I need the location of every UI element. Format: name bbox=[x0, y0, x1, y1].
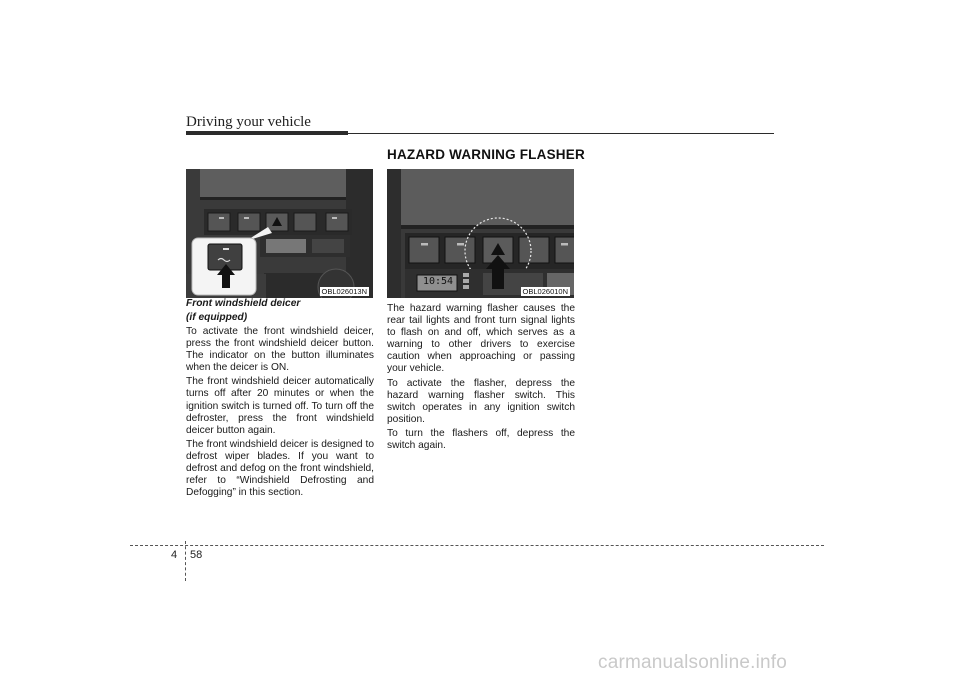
section-header: Driving your vehicle bbox=[186, 114, 311, 130]
watermark: carmanualsonline.info bbox=[598, 652, 788, 673]
hazard-illustration bbox=[387, 169, 574, 298]
footer-rule bbox=[130, 545, 824, 546]
paragraph: The front windshield deicer is designed to defrost wiper blades. If you want to defrost and defog on the front windshield, refer to “Windshield Defrosting and Defogging” in this section. bbox=[186, 438, 374, 499]
header-rule bbox=[186, 131, 774, 135]
paragraph: The hazard warning flasher causes the rear tail lights and front turn signal lights to flash on and off, which serves as a warning to other drivers to exercise caution when approaching or passing your vehicle. bbox=[387, 303, 575, 375]
hazard-switch-figure bbox=[387, 169, 574, 298]
chapter-number: 4 bbox=[171, 549, 178, 561]
paragraph: The front windshield deicer automatically turns off after 20 minutes or when the ignition switch is turned off. To turn off the defroster, press the front windshield deicer button again. bbox=[186, 376, 374, 436]
clock-display: 10:54 bbox=[422, 276, 454, 287]
deicer-illustration bbox=[186, 169, 373, 298]
right-column bbox=[387, 303, 575, 454]
page-number: 58 bbox=[190, 549, 203, 561]
left-column bbox=[186, 298, 374, 501]
header-rule-thin bbox=[348, 133, 774, 134]
figure-code: OBL026010N bbox=[522, 287, 568, 296]
header-rule-thick bbox=[186, 131, 348, 135]
paragraph: To activate the flasher, depress the hazard warning flasher switch. This switch operates in any ignition switch position. bbox=[387, 377, 575, 425]
hazard-section-title: HAZARD WARNING FLASHER bbox=[387, 147, 585, 162]
figure-code: OBL026013N bbox=[321, 287, 367, 296]
subhead-if-equipped: (if equipped) bbox=[186, 312, 248, 323]
subhead-deicer: Front windshield deicer bbox=[186, 298, 301, 309]
deicer-button-figure bbox=[186, 169, 373, 298]
footer-vertical-rule bbox=[185, 541, 186, 581]
paragraph: To activate the front windshield deicer, press the front windshield deicer button. The indicator on the button illuminates when the deicer is ON. bbox=[186, 326, 374, 374]
paragraph: To turn the flashers off, depress the switch again. bbox=[387, 427, 575, 452]
